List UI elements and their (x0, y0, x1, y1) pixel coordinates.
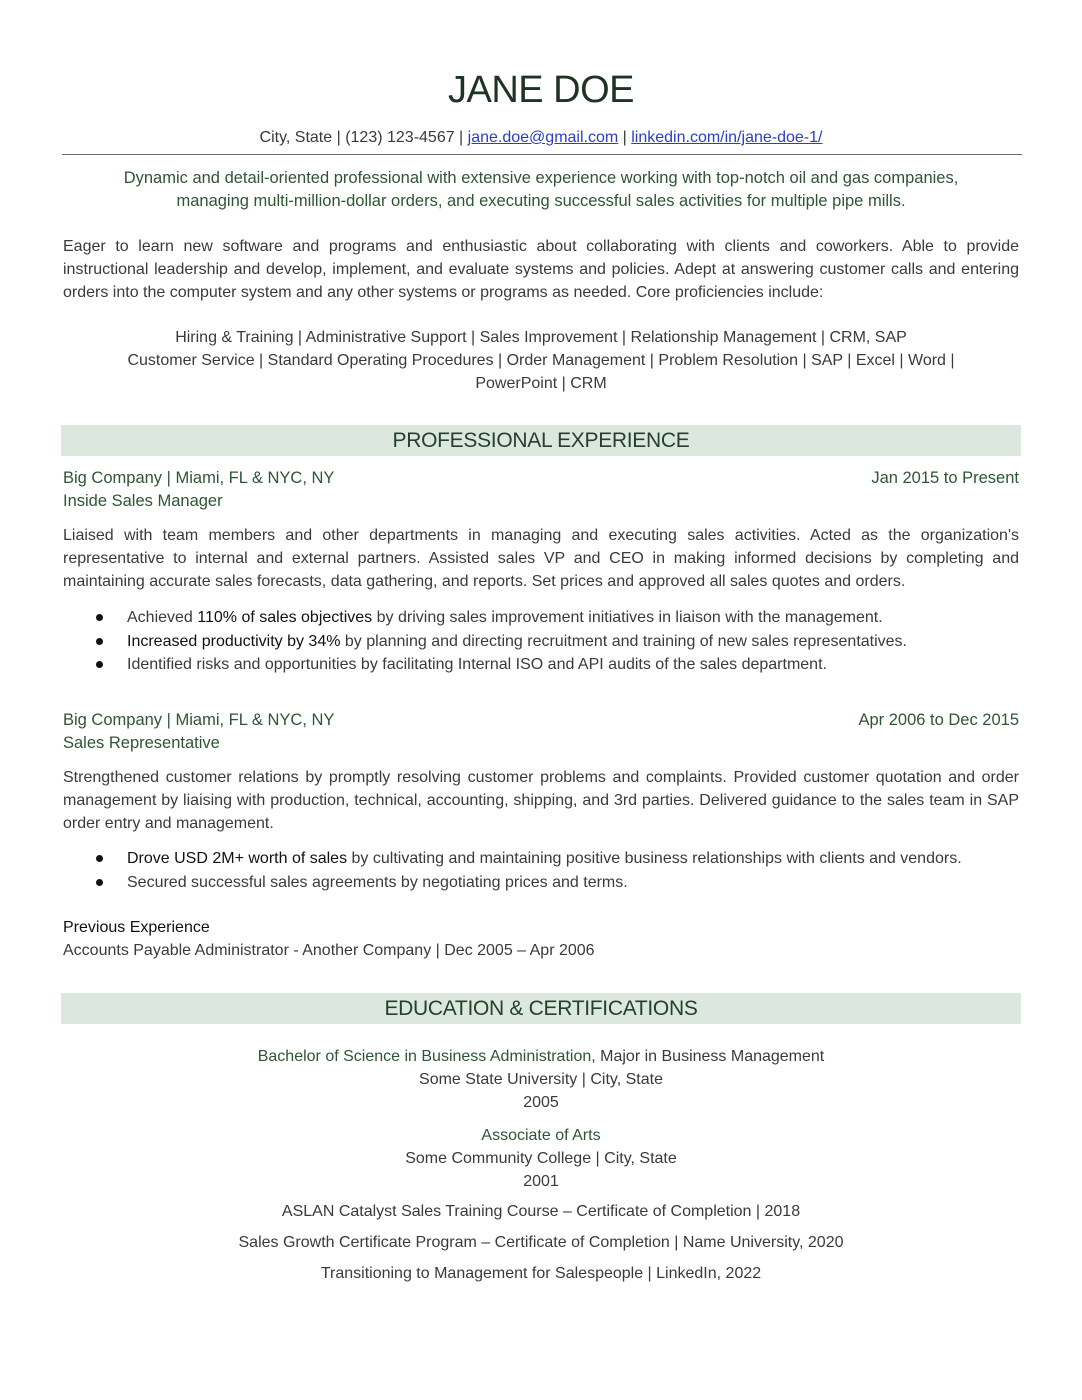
skills-line-2: Customer Service | Standard Operating Procedures | Order Management | Problem Resolution | SAP | Excel | Word | (127, 352, 955, 369)
header-divider (62, 154, 1022, 155)
job-title: Sales Representative (63, 734, 220, 752)
school-name: Some Community College | City, State (405, 1150, 677, 1167)
bullet-item: Secured successful sales agreements by negotiating prices and terms. (63, 871, 1019, 895)
candidate-name: JANE DOE (447, 69, 635, 111)
job-bullets-1 (63, 606, 1019, 677)
degree-block-2 (0, 1124, 1082, 1193)
location-phone: City, State | (123) 123-4567 | (259, 129, 468, 146)
bullet-dot-icon (96, 614, 103, 621)
degree-block-1 (0, 1045, 1082, 1114)
contact-separator: | (618, 129, 632, 146)
degree-detail: , Major in Business Management (591, 1048, 825, 1065)
certification-1: ASLAN Catalyst Sales Training Course – Certificate of Completion | 2018 (281, 1203, 801, 1220)
degree-name: Associate of Arts (481, 1127, 601, 1144)
graduation-year: 2001 (523, 1173, 559, 1190)
summary-headline (62, 167, 1020, 213)
headline-line-2: managing multi-million-dollar orders, and executing successful sales activities for multiple pipe mills. (176, 192, 906, 210)
job-bullets-2 (63, 847, 1019, 894)
skills-line-3: PowerPoint | CRM (475, 375, 607, 392)
graduation-year: 2005 (523, 1094, 559, 1111)
job-title: Inside Sales Manager (63, 492, 223, 510)
bullet-item: Drove USD 2M+ worth of sales by cultivating and maintaining positive business relationships with clients and vendors. (63, 847, 1019, 871)
skills-line-1: Hiring & Training | Administrative Support | Sales Improvement | Relationship Management | CRM, SAP (175, 329, 907, 346)
bullet-item: Achieved 110% of sales objectives by driving sales improvement initiatives in liaison with the management. (63, 606, 1019, 630)
certification-3: Transitioning to Management for Salespeople | LinkedIn, 2022 (320, 1265, 762, 1282)
bullet-dot-icon (96, 638, 103, 645)
contact-line (0, 127, 1082, 149)
school-name: Some State University | City, State (419, 1071, 663, 1088)
job-dates: Apr 2006 to Dec 2015 (858, 711, 1019, 729)
education-section-title: EDUCATION & CERTIFICATIONS (61, 993, 1021, 1024)
job-header-2 (63, 709, 1019, 755)
job-company: Big Company | Miami, FL & NYC, NY (63, 711, 335, 729)
job-dates: Jan 2015 to Present (871, 469, 1019, 487)
bullet-item: Identified risks and opportunities by facilitating Internal ISO and API audits of the sales department. (63, 653, 1019, 677)
bullet-dot-icon (96, 855, 103, 862)
previous-experience-line: Accounts Payable Administrator - Another Company | Dec 2005 – Apr 2006 (63, 942, 595, 959)
job-header-1 (63, 467, 1019, 513)
previous-experience-title: Previous Experience (63, 919, 210, 936)
job-description: Strengthened customer relations by promptly resolving customer problems and complaints. Provided customer quotation and order management by liaising with production, technical, accounting, shipping, and 3rd parties. Delivered guidance to the sales team in SAP order entry and management. (63, 769, 1019, 832)
bullet-dot-icon (96, 879, 103, 886)
job-company: Big Company | Miami, FL & NYC, NY (63, 469, 335, 487)
summary-paragraph: Eager to learn new software and programs and enthusiastic about collaborating with clients and coworkers. Able to provide instructional leadership and develop, implement, and evaluate systems and policies. Adept at answering customer calls and entering orders into the computer system and any other systems or programs as needed. Core proficiencies include: (63, 238, 1019, 301)
core-skills (62, 326, 1020, 395)
degree-name: Bachelor of Science in Business Administration (257, 1048, 592, 1065)
bullet-item: Increased productivity by 34% by planning and directing recruitment and training of new sales representatives. (63, 630, 1019, 654)
email-link[interactable]: jane.doe@gmail.com (467, 129, 619, 146)
certification-2: Sales Growth Certificate Program – Certificate of Completion | Name University, 2020 (238, 1234, 844, 1251)
headline-line-1: Dynamic and detail-oriented professional with extensive experience working with top-notch oil and gas companies, (123, 169, 959, 187)
experience-section-title: PROFESSIONAL EXPERIENCE (61, 425, 1021, 456)
linkedin-link[interactable]: linkedin.com/in/jane-doe-1/ (631, 129, 823, 146)
bullet-dot-icon (96, 661, 103, 668)
job-description: Liaised with team members and other departments in managing and executing sales activities. Acted as the organization's representative to internal and external partners. Assisted sales VP and CEO in making informed decisions by completing and maintaining accurate sales forecasts, data gathering, and reports. Set prices and approved all sales quotes and orders. (63, 527, 1019, 590)
